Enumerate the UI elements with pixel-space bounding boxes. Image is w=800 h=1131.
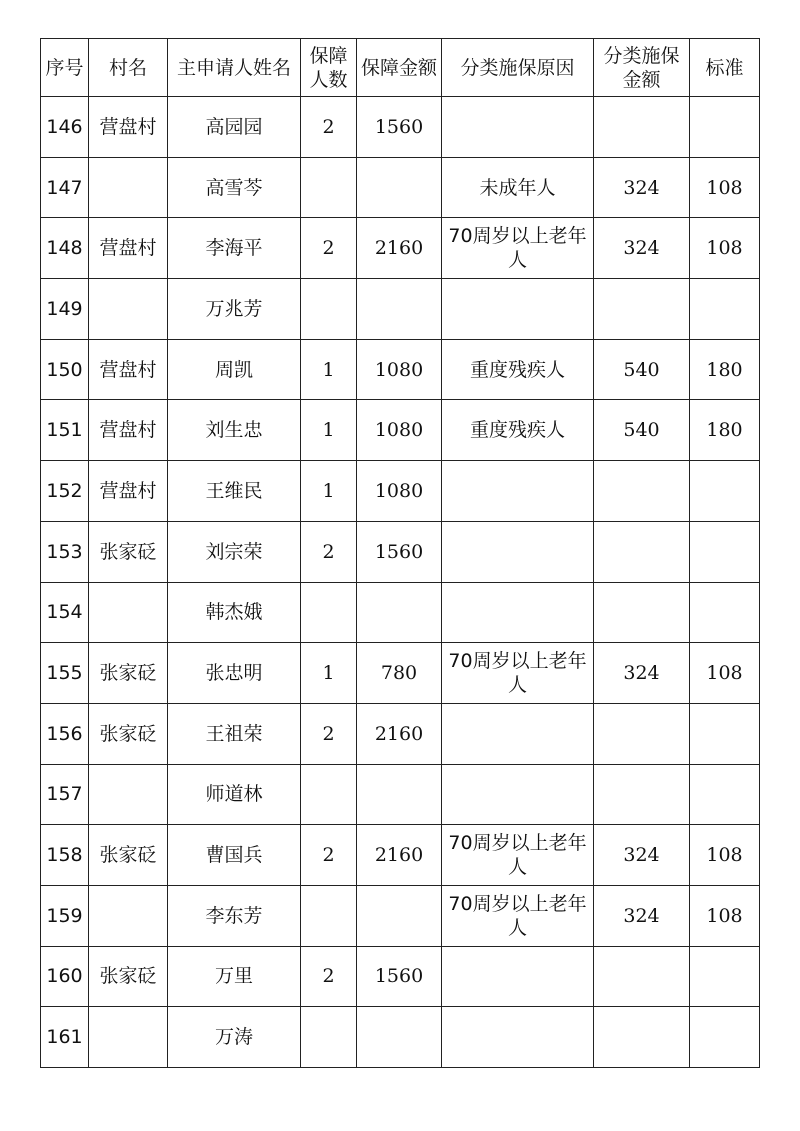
cell-class-reason [442, 582, 594, 643]
header-standard: 标准 [690, 39, 760, 97]
cell-class-amount [594, 97, 690, 158]
table-row [41, 461, 760, 522]
cell-covered-count: 1 [301, 339, 357, 400]
cell-amount: 2160 [357, 703, 442, 764]
cell-class-reason: 重度残疾人 [442, 339, 594, 400]
cell-standard [690, 764, 760, 825]
cell-village: 营盘村 [89, 97, 168, 158]
cell-seq: 146 [41, 97, 89, 158]
header-seq: 序号 [41, 39, 89, 97]
cell-standard: 108 [690, 643, 760, 704]
cell-amount: 2160 [357, 218, 442, 279]
cell-class-reason [442, 461, 594, 522]
cell-seq: 152 [41, 461, 89, 522]
cell-village: 张家砭 [89, 703, 168, 764]
cell-village [89, 582, 168, 643]
cell-applicant-name: 曹国兵 [168, 825, 301, 886]
cell-applicant-name: 刘宗荣 [168, 521, 301, 582]
table-row [41, 825, 760, 886]
header-row [41, 39, 760, 97]
cell-class-reason [442, 279, 594, 340]
cell-class-reason: 未成年人 [442, 157, 594, 218]
cell-covered-count: 1 [301, 643, 357, 704]
cell-class-amount: 324 [594, 643, 690, 704]
cell-applicant-name: 师道林 [168, 764, 301, 825]
cell-class-reason: 70周岁以上老年人 [442, 643, 594, 704]
cell-amount [357, 582, 442, 643]
cell-seq: 161 [41, 1007, 89, 1068]
cell-seq: 153 [41, 521, 89, 582]
cell-seq: 151 [41, 400, 89, 461]
cell-village [89, 157, 168, 218]
cell-applicant-name: 韩杰娥 [168, 582, 301, 643]
cell-seq: 159 [41, 885, 89, 946]
cell-seq: 160 [41, 946, 89, 1007]
cell-covered-count [301, 885, 357, 946]
cell-class-reason: 70周岁以上老年人 [442, 885, 594, 946]
table-row [41, 97, 760, 158]
cell-class-amount [594, 279, 690, 340]
cell-class-reason: 70周岁以上老年人 [442, 218, 594, 279]
cell-class-amount [594, 764, 690, 825]
cell-standard [690, 582, 760, 643]
cell-standard [690, 946, 760, 1007]
cell-applicant-name: 王维民 [168, 461, 301, 522]
header-class-reason: 分类施保原因 [442, 39, 594, 97]
cell-applicant-name: 万涛 [168, 1007, 301, 1068]
table-row [41, 279, 760, 340]
table-row [41, 400, 760, 461]
cell-class-amount: 540 [594, 400, 690, 461]
table-row [41, 582, 760, 643]
cell-village: 营盘村 [89, 400, 168, 461]
cell-covered-count: 2 [301, 97, 357, 158]
cell-amount: 1560 [357, 946, 442, 1007]
cell-class-amount [594, 946, 690, 1007]
cell-applicant-name: 万里 [168, 946, 301, 1007]
header-covered-count: 保障人数 [301, 39, 357, 97]
cell-seq: 149 [41, 279, 89, 340]
cell-seq: 154 [41, 582, 89, 643]
cell-seq: 155 [41, 643, 89, 704]
table-row [41, 157, 760, 218]
cell-village: 张家砭 [89, 643, 168, 704]
cell-covered-count [301, 157, 357, 218]
cell-amount: 1080 [357, 400, 442, 461]
cell-village: 张家砭 [89, 825, 168, 886]
cell-standard: 108 [690, 157, 760, 218]
cell-class-reason [442, 521, 594, 582]
table-row [41, 946, 760, 1007]
cell-amount [357, 157, 442, 218]
cell-applicant-name: 高园园 [168, 97, 301, 158]
cell-village: 营盘村 [89, 218, 168, 279]
table-row [41, 339, 760, 400]
table-row [41, 885, 760, 946]
cell-class-amount: 324 [594, 885, 690, 946]
cell-seq: 148 [41, 218, 89, 279]
cell-covered-count: 2 [301, 703, 357, 764]
cell-village: 营盘村 [89, 339, 168, 400]
cell-seq: 158 [41, 825, 89, 886]
cell-standard: 108 [690, 825, 760, 886]
cell-class-amount [594, 703, 690, 764]
cell-amount: 1560 [357, 521, 442, 582]
cell-village: 张家砭 [89, 521, 168, 582]
cell-covered-count [301, 279, 357, 340]
cell-class-amount [594, 1007, 690, 1068]
cell-village: 张家砭 [89, 946, 168, 1007]
cell-class-amount: 540 [594, 339, 690, 400]
cell-covered-count [301, 1007, 357, 1068]
cell-amount [357, 279, 442, 340]
cell-village: 营盘村 [89, 461, 168, 522]
cell-seq: 147 [41, 157, 89, 218]
cell-applicant-name: 周凯 [168, 339, 301, 400]
cell-standard: 180 [690, 339, 760, 400]
cell-class-reason [442, 946, 594, 1007]
cell-applicant-name: 张忠明 [168, 643, 301, 704]
cell-standard [690, 1007, 760, 1068]
cell-class-amount: 324 [594, 157, 690, 218]
cell-amount [357, 885, 442, 946]
table-row [41, 643, 760, 704]
cell-seq: 156 [41, 703, 89, 764]
cell-amount: 2160 [357, 825, 442, 886]
cell-class-amount: 324 [594, 825, 690, 886]
cell-amount: 780 [357, 643, 442, 704]
cell-class-amount: 324 [594, 218, 690, 279]
cell-seq: 157 [41, 764, 89, 825]
cell-applicant-name: 李东芳 [168, 885, 301, 946]
cell-village [89, 885, 168, 946]
cell-village [89, 1007, 168, 1068]
cell-applicant-name: 万兆芳 [168, 279, 301, 340]
cell-covered-count [301, 582, 357, 643]
cell-class-amount [594, 461, 690, 522]
cell-class-reason: 70周岁以上老年人 [442, 825, 594, 886]
cell-class-reason: 重度残疾人 [442, 400, 594, 461]
cell-seq: 150 [41, 339, 89, 400]
cell-village [89, 279, 168, 340]
header-amount: 保障金额 [357, 39, 442, 97]
cell-standard [690, 703, 760, 764]
cell-amount: 1560 [357, 97, 442, 158]
cell-covered-count: 1 [301, 461, 357, 522]
header-class-amount: 分类施保金额 [594, 39, 690, 97]
table-row [41, 1007, 760, 1068]
cell-standard [690, 461, 760, 522]
cell-standard: 180 [690, 400, 760, 461]
cell-standard [690, 97, 760, 158]
cell-covered-count [301, 764, 357, 825]
cell-amount [357, 764, 442, 825]
cell-covered-count: 2 [301, 946, 357, 1007]
cell-class-reason [442, 1007, 594, 1068]
table-row [41, 218, 760, 279]
cell-covered-count: 2 [301, 521, 357, 582]
cell-standard [690, 279, 760, 340]
cell-amount [357, 1007, 442, 1068]
cell-standard: 108 [690, 218, 760, 279]
cell-covered-count: 1 [301, 400, 357, 461]
table-row [41, 521, 760, 582]
cell-applicant-name: 王祖荣 [168, 703, 301, 764]
header-applicant-name: 主申请人姓名 [168, 39, 301, 97]
cell-covered-count: 2 [301, 825, 357, 886]
subsidy-table [40, 38, 760, 1068]
cell-class-reason [442, 764, 594, 825]
cell-amount: 1080 [357, 461, 442, 522]
cell-class-amount [594, 521, 690, 582]
cell-class-reason [442, 703, 594, 764]
cell-covered-count: 2 [301, 218, 357, 279]
cell-applicant-name: 高雪芩 [168, 157, 301, 218]
cell-class-amount [594, 582, 690, 643]
cell-class-reason [442, 97, 594, 158]
table-body [41, 97, 760, 1068]
cell-standard [690, 521, 760, 582]
cell-standard: 108 [690, 885, 760, 946]
table-row [41, 764, 760, 825]
cell-applicant-name: 李海平 [168, 218, 301, 279]
cell-applicant-name: 刘生忠 [168, 400, 301, 461]
cell-amount: 1080 [357, 339, 442, 400]
table-row [41, 703, 760, 764]
header-village: 村名 [89, 39, 168, 97]
cell-village [89, 764, 168, 825]
